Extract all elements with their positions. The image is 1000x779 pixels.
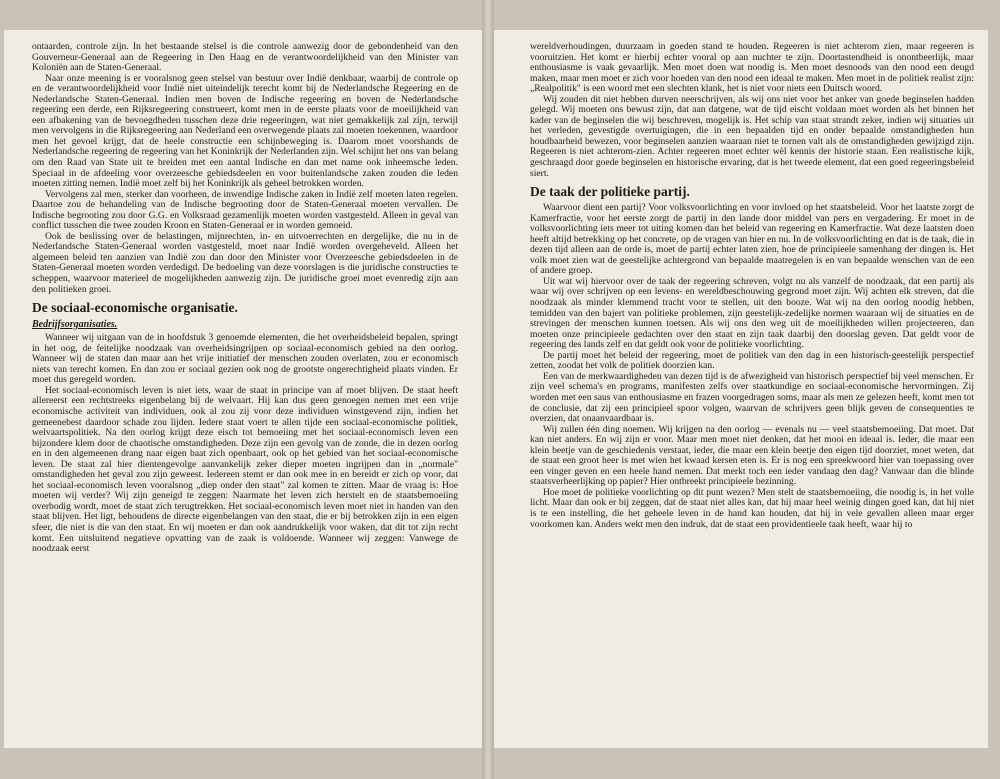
left-page xyxy=(4,30,482,748)
paragraph: wereldverhoudingen, duurzaam in goeden stand te houden. Regeeren is niet achterom zien, maar regeeren is vooruitzien. Het komt er hierbij echter vooral op aan nuchter te zijn. Doortastendheid is onontbeerlijk, maar enthousiasme is vaak gevaarlijk. Men moet doen wat noodig is. Men moet desnoods van den nood een deugd maken, maar men moet er zich voor hoeden van den nood een ideaal te maken. Men moet in de politiek realist zijn: „Realpolitik" is een woord met een slechten klank, het is niet voor niets een Duitsch woord. xyxy=(530,41,974,95)
paragraph: Een van de merkwaardigheden van dezen tijd is de afwezigheid van historisch perspectief bij veel menschen. Er zijn veel schema's en programs, manifesten zelfs over staatkundige en sociaal-economische hervormingen. Zij worden met een saus van enthousiasme en frazen voorgedragen soms, maar als men ze gelezen heeft, komt men tot de conclusie, dat zij een principieel spoor volgen, waarvan de schrijvers geen blijk geven de consequenties te overzien, dat onaanvaardbaar is. xyxy=(530,370,974,425)
section-heading: De taak der politieke partij. xyxy=(530,184,690,200)
page-gutter xyxy=(482,0,494,779)
right-page xyxy=(494,30,988,748)
paragraph: Vervolgens zal men, sterker dan voorheen, de inwendige Indische zaken in Indië zelf moeten laten regelen. Daartoe zou de behandeling van de Indische begrooting door de Staten-Generaal moeten vervallen. De Indische begrooting zou door G.G. en Volksraad gezamenlijk moeten worden vastgesteld. Alleen in geval van conflict tusschen die twee zouden Kroon en Staten-Generaal er in worden gemoeid. xyxy=(32,188,458,232)
paragraph: Ook de beslissing over de belastingen, mijnrechten, in- en uitvoerrechten en dergelijke, die nu in de Nederlandsche Staten-Generaal worden vastgesteld, moet naar Indië worden overgeheveld. Alleen het algemeen beleid ten aanzien van Indië zou dan door den Minister voor Overzeesche gebiedsdeelen in de Staten-Generaal moeten worden verdedigd. De bedoeling van deze voorslagen is die juridische constructies te scheppen, waarvoor materieel de mogelijkheden aanwezig zijn. De juridische groei moet evenredig zijn aan den politieken groei. xyxy=(32,230,458,295)
subsection-heading: Bedrijfsorganisaties. xyxy=(32,319,118,331)
paragraph: Wij zouden dit niet hebben durven neerschrijven, als wij ons niet voor het anker van goede beginselen hadden gelegd. Wij moeten ons bewust zijn, dat aan datgene, wat de tijd eischt voldaan moet worden als het binnen het kader van de beginselen die wij beschreven, mogelijk is. Het schip van staat strandt zeker, indien wij situaties uit het verleden, gevestigde overtuigingen, die in een bepaalden tijd en onder bepaalde omstandigheden hun houdbaarheid bewezen, voor beginselen aanzien waaraan niet te tornen valt als de omstandigheden gewijzigd zijn. Regeeren is niet achterom-zien. Achter regeeren moet echter wèl kennis der historie staan. Een realistische kijk, geschraagd door goede beginselen en historische ervaring, dat is het tweede element, dat een goed regeeringsbeleid siert. xyxy=(530,93,974,179)
paragraph: Hoe moet de politieke voorlichting op dit punt wezen? Men stelt de staatsbemoeiing, die noodig is, in het volle licht. Maar dan ook er bij zeggen, dat de staat niet alles kan, dat hij maar heel weinig dingen goed kan, dat hij niet is te een instelling, die het geheele leven in de hand kan houden, dat hij in vele gevallen alleen maar erger voorkomen kan. Anders wekt men den indruk, dat de staat een providentieele taak heeft, waar hij to xyxy=(530,486,974,530)
paragraph: Wij zullen één ding noemen. Wij krijgen na den oorlog — evenals nu — veel staatsbemoeiing. Dat moet. Dat kan niet anders. En wij zijn er voor. Maar men moet niet denken, dat het mooi en ideaal is. Ieder, die maar een klein beetje van de geschiedenis verstaat, ieder, die maar een klein beetje den eigen tijd doorziet, moet weten, dat de staat een groot heer is met wien het kwaad kersen eten is. Er is nog een spreekwoord hier van toepassing over een vinger geven en een heele hand nemen. Dat merkt toch een ieder vandaag den dag? Vanwaar dan die blinde staatsverheerlijking op papier? Hier ontbreekt principieele bezinning. xyxy=(530,423,974,488)
paragraph: Naar onze meening is er vooralsnog geen stelsel van bestuur over Indië denkbaar, waarbij de controle op en de verantwoordelijkheid voor Indië niet uiteindelijk terecht komt bij de Nederlandsche Regeering en de Nederlandsche Staten-Generaal. Indien men boven de Indische regeering en boven de Nederlandsche regeering een derde, een Rijksregeering construeert, komt men in de eerste plaats voor de moeilijkheid van een afbakening van de bevoegdheden tusschen deze drie regeeringen, wat niet gemakkelijk zal zijn, terwijl men vervolgens in die Rijksregeering aan Nederland een overwegende plaats zal moeten toekennen, waardoor men het gevoel krijgt, dat de heele constructie een schijnbeweging is. Daarom moet voorshands de Nederlandsche regeering de regeering van het Koninkrijk der Nederlanden zijn. Wel schijnt het ons van belang om den Raad van State uit te breiden met een aantal Indische en dan met name ook inheemsche leden. Speciaal in de afdeeling voor overzeesche gebiedsdeelen en voor buitenlandsche zaken zouden die leden moeten zitting nemen. Indië moet zelf bij het Koninkrijk als geheel betrokken worden. xyxy=(32,72,458,190)
paragraph: Het sociaal-economisch leven is niet iets, waar de staat in principe van af moet blijven. De staat heeft allereerst een rechtstreeks eigenbelang bij de welvaart. Hij kan dus geen genoegen nemen met een vrije economische activiteit van individuen, ook al zou zij voor deze individuen winstgevend zijn, indien het gemeenebest daardoor schade zou lijden. Iedere staat voert te allen tijde een sociaal-economische politiek, welvaartspolitiek. Na den oorlog krijgt deze eisch tot bemoeiing met het sociaal-economisch leven een bijzondere klem door de chaotische omstandigheden. Deze zijn een gevolg van de zonde, die in dezen oorlog en in den algemeenen drang naar eigen baat zich openbaart, ook op het gebied van het sociaal-economische leven. De staat zal hier dientengevolge aanvankelijk zeker dieper moeten ingrijpen dan in „normale" omstandigheden het geval zou zijn geweest. Iedereen stemt er dan ook mee in en bereidt er zich op voor, dat het sociaal-economisch leven vooralsnog „diep onder den staat" zal komen te zitten. Maar de vraag is: Hoe moeten wij verder? Wij zijn geneigd te zeggen: Naarmate het leven zich herstelt en de staatsbemoeiing overbodig wordt, moet de staat zich terugtrekken. Het sociaal-economisch leven moet niet in handen van den staat blijven. Het ligt, behoudens de directe eigenbelangen van den staat, die er bij betrokken zijn in een eigen sfeer, die niet is die van den staat. En wij moeten er dan ook aandrukkelijk voor waken, dat dit tot zijn recht komt. Een uitsluitend negatieve opvatting van de zaak is voldoende. Wanneer wij zeggen: Vanwege de noodzaak eerst xyxy=(32,384,458,555)
paragraph: ontaarden, controle zijn. In het bestaande stelsel is die controle aanwezig door de gebondenheid van den Gouverneur-Generaal aan de Regeering in Den Haag en de verantwoordelijkheid van den Minister van Koloniën aan de Staten-Generaal. xyxy=(32,41,458,74)
paragraph: De partij moet het beleid der regeering, moet de politiek van den dag in een historisch-geestelijk perspectief zetten, zoodat het volk de politiek doorzien kan. xyxy=(530,349,974,372)
paragraph: Uit wat wij hiervoor over de taak der regeering schreven, volgt nu als vanzelf de noodzaak, dat een partij als waar wij over schrijven op een levens- en wereldbeschouwing gegrond moet zijn. Wij achten elk streven, dat die noodzaak als minder klemmend tracht voor te stellen, uit den booze. Wat wij na den oorlog noodig hebben, temidden van den bajert van politieke problemen, zijn geestelijk-zedelijke normen waaraan wij de situaties en de strevingen der menschen kunnen toetsen. Als wij ons den weg uit de moeilijkheden willen projecteeren, dan moeten onze principieele gedachten over den staat en zijn taak daarbij den doorslag geven. Dat geldt voor de regeering des lands zelf en dat geldt ook voor de politieke voorlichting. xyxy=(530,275,974,351)
paragraph: Waarvoor dient een partij? Voor volksvoorlichting en voor invloed op het staatsbeleid. Voor het laatste zorgt de Kamerfractie, voor het eerste zorgt de partij in den lande door middel van pers en vergadering. Er moet in de volksvoorlichting iets meer tot uiting komen dan het beleid van regeering en Kamerfractie. Wat deze laatsten doen heeft altijd betrekking op het concrete, op de vragen van hier en nu. In de volksvoorlichting en dat is de taak, die in dezen tijd alleen aan de orde is, moet de partij echter laten zien, hoe de principieele samenhang der dingen is. Het volk moet zien wat de geestelijke achtergrond van bepaalde maatregelen is en van bepaalde wenschen van de een of andere groep. xyxy=(530,202,974,277)
paragraph: Wanneer wij uitgaan van de in hoofdstuk 3 genoemde elementen, die het overheidsbeleid bepalen, springt in het oog, de feitelijke noodzaak van overheidsingrijpen op sociaal-economisch gebied na den oorlog. Wanneer wij de staten dan maar aan het vrije initiatief der menschen zouden overlaten, zou er economisch niets van terecht komen. En dan zou er sociaal gezien ook nog de grootste ongerechtigheid plaats vinden. Er moet dus geregeld worden. xyxy=(32,332,458,386)
section-heading: De sociaal-economische organisatie. xyxy=(32,300,238,316)
